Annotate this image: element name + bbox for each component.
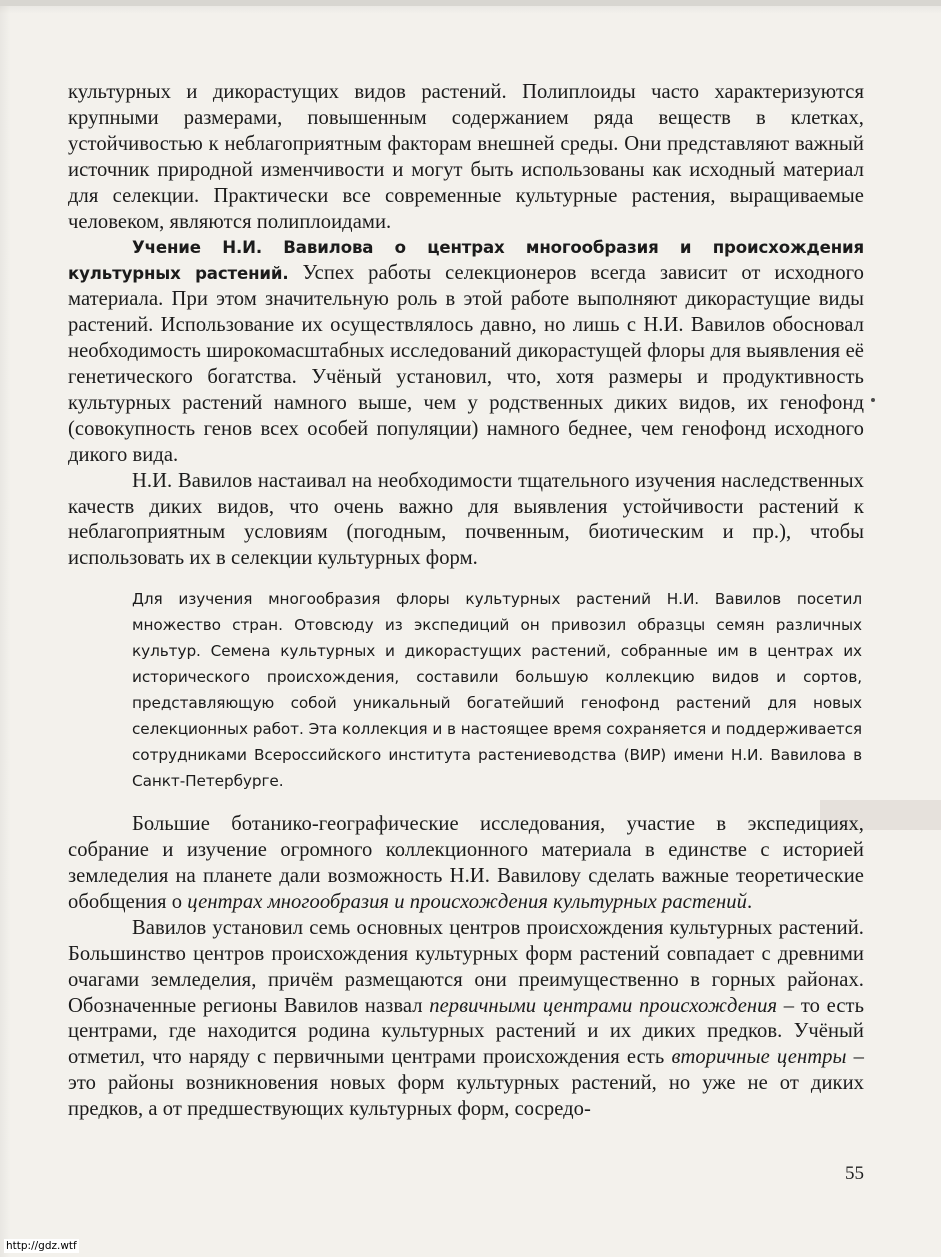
- paragraph-seven-centers-text-b: – то есть центрами, где находится родина культурных растений и их диких предков. Учёный отметил, что наряду с первичными центрами происхождения есть: [68, 994, 865, 1069]
- paragraph-seven-centers-text-a: Вавилов установил семь основных центров происхождения культурных растений. Большинство центров происхождения культурных форм растений совпадает с древними очагами земледелия, причём размещаются они преимущественно в горных районах. Обозначенные регионы Вавилов назвал: [68, 916, 864, 1017]
- emphasis-primary-centers: первичными центрами происхождения: [429, 994, 778, 1017]
- paragraph-wild-species: Н.И. Вавилов настаивал на необходимости тщательного изучения наследственных качеств диких видов, что очень важно для выявления устойчивости растений к неблагоприятным условиям (погодным, почвенным, биотическим и пр.), чтобы использовать их в селекции культурных форм.: [68, 469, 864, 570]
- section-heading: Учение Н.И. Вавилова о центрах многообразия и происхождения культурных растений.: [68, 238, 864, 284]
- paragraph-research: [68, 812, 864, 916]
- paragraph-vavilov-teaching: [68, 235, 864, 468]
- page-number: 55: [845, 1163, 864, 1184]
- paragraph-seven-centers: [68, 916, 864, 1123]
- paragraph-vavilov-teaching-text: Успех работы селекционеров всегда зависит от исходного материала. При этом значительную роль в этой работе выполняют дикорастущие виды растений. Использование их осуществлялось давно, но лишь с Н.И. Вавилов обосновал необходимость широкомасштабных исследований дикорастущей флоры для выявления её генетического богатства. Учёный установил, что, хотя размеры и продуктивность культурных растений намного выше, чем у родственных диких видов, их генофонд (совокупность генов всех особей популяции) намного беднее, чем генофонд исходного дикого вида.: [68, 262, 864, 466]
- paragraph-seven-centers-text-c: – это районы возникновения новых форм культурных растений, но уже не от диких предков, а от предшествующих культурных форм, сосредо-: [68, 1046, 864, 1121]
- page-content: [68, 80, 864, 1123]
- watermark-link[interactable]: http://gdz.wtf: [6, 1240, 77, 1252]
- info-note: Для изучения многообразия флоры культурных растений Н.И. Вавилов посетил множество стран. Отовсюду из экспедиций он привозил образцы семян различных культур. Семена культурных и дикорастущих растений, собранные им в центрах их исторического происхождения, составили большую коллекцию видов и сортов, представляющую собой уникальный богатейший генофонд растений для новых селекционных работ. Эта коллекция и в настоящее время сохраняется и поддерживается сотрудниками Всероссийского института растениеводства (ВИР) имени Н.И. Вавилова в Санкт-Петербурге.: [132, 590, 862, 791]
- emphasis-centers: центрах многообразия и происхождения культурных растений: [187, 890, 747, 913]
- emphasis-secondary-centers: вторичные центры: [671, 1046, 847, 1069]
- paragraph-research-text-b: .: [746, 890, 753, 913]
- page-top-edge: [0, 0, 941, 6]
- paragraph-polyploids: культурных и дикорастущих видов растений. Полиплоиды часто характеризуются крупными размерами, повышенным содержанием ряда веществ в клетках, устойчивостью к неблагоприятным факторам внешней среды. Они представляют важный источник природной изменчивости и могут быть использованы как исходный материал для селекции. Практически все современные культурные растения, выращиваемые человеком, являются полиплоидами.: [68, 81, 864, 233]
- paragraph-research-text-a: Большие ботанико-географические исследования, участие в экспедициях, собрание и изучение огромного коллекционного материала в единстве с историей земледелия на планете дали возможность Н.И. Вавилову сделать важные теоретические обобщения о: [68, 813, 864, 913]
- ink-dot: [871, 398, 875, 402]
